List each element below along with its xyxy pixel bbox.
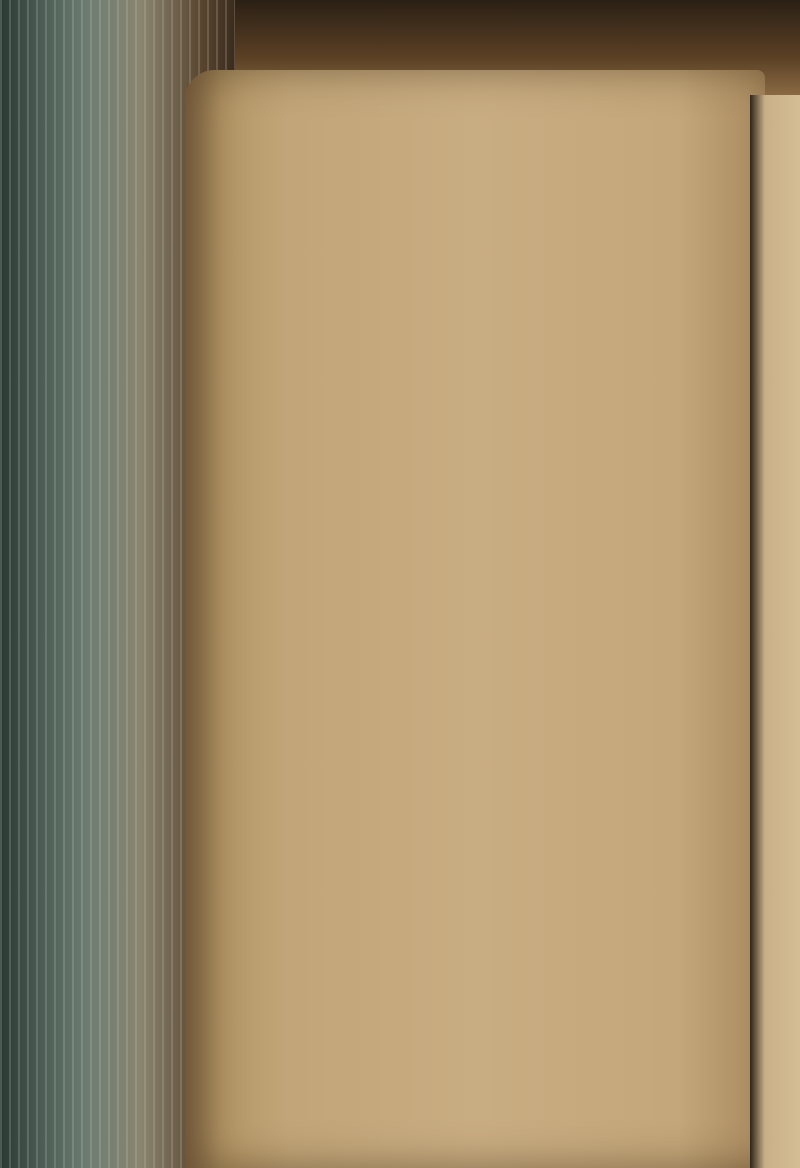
- main-page: [185, 70, 765, 1168]
- page-text-block: [330, 108, 750, 152]
- right-page-edge: [750, 95, 800, 1168]
